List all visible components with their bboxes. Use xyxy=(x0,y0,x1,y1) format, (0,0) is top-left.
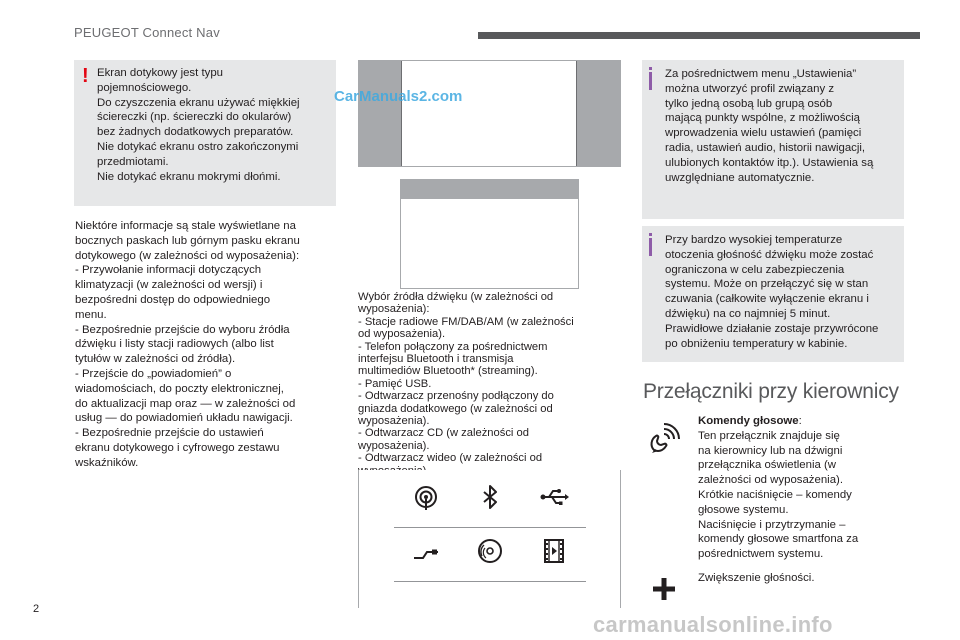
voice-command-description xyxy=(698,414,908,562)
header-bar xyxy=(478,32,920,39)
watermark-bottom: carmanualsonline.info xyxy=(593,612,833,637)
middle-column-text: Wybór źródła dźwięku (w zależności od wyposażenia): - Stacje radiowe FM/DAB/AM (w zależności od wyposażenia). - Telefon połączony za pośrednictwem interfejsu Bluetooth i transmisja multimediów Bluetooth* (streaming). - Pamięć USB. - Odtwarzacz przenośny podłączony do gniazda dodatkowego (w zależności od wyposażenia). - Odtwarzacz CD (w zależności od wyposażenia). - Odtwarzacz wideo (w zależności od xyxy=(358,291,574,465)
radio-icon xyxy=(394,476,458,528)
bluetooth-icon xyxy=(458,476,522,528)
voice-command-icon xyxy=(648,423,682,462)
volume-up-text: Zwiększenie głośności. xyxy=(698,572,815,584)
info-icon xyxy=(649,233,653,257)
cd-icon xyxy=(458,530,522,582)
info-box-temperature-text: Przy bardzo wysokiej temperaturze otoczenia głośność dźwięku może zostać ograniczona w celu zabezpieczenia systemu. Może on przełączyć się w stan czuwania (całkowite wyłączenie ekranu i dźwięku) na co najmniej 5 minut. Prawidłowe działanie zostaje przywrócone po obniżeniu temperatury w kabinie. xyxy=(665,234,879,350)
video-icon xyxy=(522,530,586,582)
info-box-profiles-text: Za pośrednictwem menu „Ustawienia” można utworzyć profil związany z tylko jedną osobą lub grupą osób mającą punkty wspólne, z możliwością wprowadzenia wielu ustawień (pamięci radia, ustawień audio, historii nawigacji, ulubionych kontaktów itp.). Ustawienia są uwzględniane automatycznie. xyxy=(665,68,874,184)
header-title: PEUGEOT Connect Nav xyxy=(74,25,220,40)
usb-icon xyxy=(522,476,586,528)
section-title: Przełączniki przy kierownicy xyxy=(643,380,899,403)
voice-command-colon: : xyxy=(798,415,802,427)
aux-jack-icon xyxy=(394,530,458,582)
screen-illustration-1-inner xyxy=(401,61,577,166)
exclamation-icon: ! xyxy=(82,65,89,87)
screen-illustration-2-header xyxy=(400,179,579,199)
voice-command-text: Ten przełącznik znajduje się na kierownicy lub na dźwigni przełącznika oświetlenia (w zależności od wyposażenia). Krótkie naciśnięcie – komendy głosowe systemu. Naciśnięcie i przytrzymanie – komendy głosowe smartfona za pośrednictwem systemu. xyxy=(698,429,859,561)
page-number: 2 xyxy=(33,603,40,615)
watermark-top: CarManuals2.com xyxy=(334,88,463,105)
plus-icon xyxy=(653,578,675,605)
info-icon xyxy=(649,67,653,91)
voice-command-label: Komendy głosowe xyxy=(698,415,799,427)
warning-text: Ekran dotykowy jest typu pojemnościowego. Do czyszczenia ekranu używać miękkiej ściereczki (np. ściereczki do okularów) bez żadnych dodatkowych preparatów. Nie dotykać ekranu ostro zakończonymi przedmiotami. Nie dotykać ekranu mokrymi dłońmi. xyxy=(97,67,300,183)
left-column-text: Niektóre informacje są stale wyświetlane na bocznych paskach lub górnym pasku ekranu dotykowego (w zależności od wyposażenia): - Przywołanie informacji dotyczących klimatyzacji (w zależności od wersji) i bezpośredni dostęp do odpowiedniego menu. - Bezpośrednie przejście do wyboru źródła dźwięku i listy stacji radiowych (albo list tytułów w zależności od źródła). - Przejście do „powiadomień” o wiadomościach, do poczty elektronicznej, do aktualizacji map oraz — w zależności od usług — do powiadomień układu nawigacji. - Bezpośrednie przejście do ustawień ekranu dotykowego i cyfrowego zestawu wskaźników. xyxy=(75,220,300,469)
